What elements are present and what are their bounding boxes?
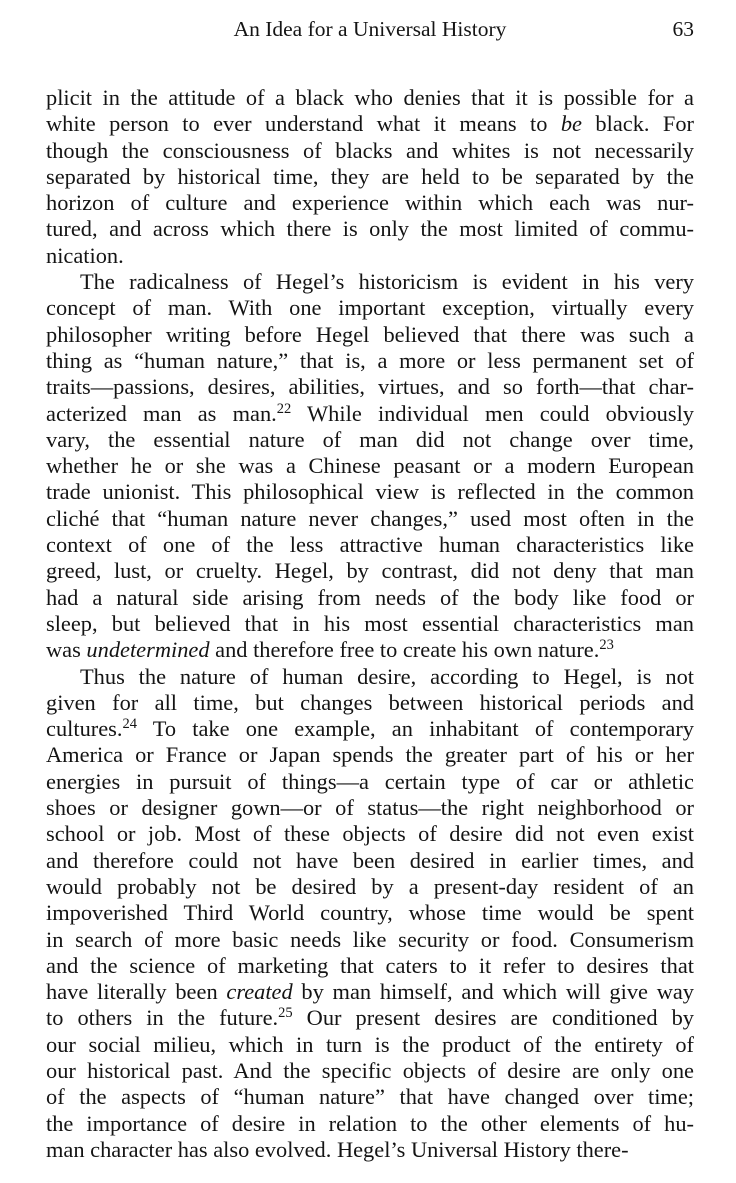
text-run: impoverished Third World country, whose time would be spent [46,900,694,926]
text-line [46,1005,694,1031]
text-run: have literally been [46,979,227,1005]
text-run: white person to ever understand what it means to [46,111,561,137]
text-run: trade unionist. This philosophical view is reflected in the common [46,479,694,505]
footnote-ref: 22 [276,400,292,417]
text-line [46,558,694,584]
text-run: tured, and across which there is only the most limited of commu- [46,216,694,242]
text-run: though the consciousness of blacks and whites is not necessarily [46,137,694,163]
text-line [46,401,694,427]
text-run: context of one of the less attractive human characteristics like [46,532,694,558]
text-line [46,690,694,716]
text-run: Thus the nature of human desire, according to Hegel, is not [80,663,694,689]
paragraph [46,664,694,1164]
text-line [46,848,694,874]
body-text [46,85,694,1163]
text-line [46,138,694,164]
footnote-ref: 23 [599,637,614,654]
text-run: traits—passions, desires, abilities, virtues, and so forth—that char- [46,374,694,400]
text-line [46,243,694,269]
text-run: our historical past. And the specific objects of desire are only one [46,1057,694,1083]
text-line [46,637,694,663]
text-run: was [46,637,87,663]
text-run: would probably not be desired by a present-day resident of an [46,873,694,899]
text-line [46,506,694,532]
text-run: Our present desires are conditioned by [292,1005,694,1031]
text-line [46,532,694,558]
text-run: and the science of marketing that caters to it refer to desires that [46,952,694,978]
text-line [46,874,694,900]
paragraph [46,85,694,269]
text-run: separated by historical time, they are held to be separated by the [46,163,694,189]
text-line [46,1058,694,1084]
text-run: thing as “human nature,” that is, a more or less permanent set of [46,347,694,373]
text-run: concept of man. With one important exception, virtually every [46,295,694,321]
text-line [46,348,694,374]
text-line [46,295,694,321]
text-run: To take one example, an inhabitant of contemporary [136,716,694,742]
text-line [46,322,694,348]
text-line [46,795,694,821]
text-line [46,427,694,453]
text-run: acterized man as man. [46,400,277,426]
text-line [46,716,694,742]
text-line [46,190,694,216]
text-run: plicit in the attitude of a black who denies that it is possible for a [46,85,694,110]
italic-text: created [226,979,293,1005]
text-line [46,479,694,505]
text-line [46,1111,694,1137]
text-run: our social milieu, which in turn is the product of the entirety of [46,1031,694,1057]
text-run: and therefore could not have been desired in earlier times, and [46,847,694,873]
text-line [46,216,694,242]
text-run: sleep, but believed that in his most essential characteristics man [46,610,694,636]
text-run: vary, the essential nature of man did not change over time, [46,426,694,452]
text-line [46,664,694,690]
text-run: and therefore free to create his own nature. [209,637,600,663]
text-run: to others in the future. [46,1005,279,1031]
text-line [46,111,694,137]
text-run: nication. [46,242,124,268]
text-run: The radicalness of Hegel’s historicism is evident in his very [80,269,694,295]
running-head [46,12,694,46]
text-run: While individual men could obviously [291,400,694,426]
text-line [46,769,694,795]
text-run: energies in pursuit of things—a certain type of car or athletic [46,768,694,794]
text-run: America or France or Japan spends the greater part of his or her [46,742,694,768]
text-run: man character has also evolved. Hegel’s Universal History there- [46,1136,629,1162]
text-line [46,953,694,979]
paragraph [46,269,694,663]
text-run: by man himself, and which will give way [292,979,694,1005]
text-line [46,979,694,1005]
text-line [46,269,694,295]
text-run: had a natural side arising from needs of the body like food or [46,584,694,610]
text-run: school or job. Most of these objects of desire did not even exist [46,821,694,847]
running-title: An Idea for a Universal History [233,17,507,41]
text-run: given for all time, but changes between historical periods and [46,689,694,715]
text-run: of the aspects of “human nature” that have changed over time; [46,1084,694,1110]
text-line [46,585,694,611]
text-run: whether he or she was a Chinese peasant or a modern European [46,453,694,479]
page-number: 63 [672,17,694,41]
italic-text: be [560,111,582,137]
text-line [46,900,694,926]
text-line [46,374,694,400]
text-line [46,1137,694,1163]
text-run: horizon of culture and experience within which each was nur- [46,190,694,216]
text-line [46,85,694,111]
text-run: in search of more basic needs like security or food. Consumerism [46,926,694,952]
text-run: cultures. [46,716,123,742]
text-run: cliché that “human nature never changes,” used most often in the [46,505,694,531]
text-line [46,742,694,768]
text-line [46,927,694,953]
text-run: the importance of desire in relation to the other elements of hu- [46,1110,694,1136]
text-run: black. For [582,111,694,137]
text-line [46,821,694,847]
text-run: philosopher writing before Hegel believed that there was such a [46,321,694,347]
italic-text: undetermined [86,637,210,663]
text-line [46,611,694,637]
footnote-ref: 24 [122,716,137,733]
text-run: shoes or designer gown—or of status—the right neighborhood or [46,795,694,821]
footnote-ref: 25 [278,1005,293,1022]
text-line [46,1032,694,1058]
text-line [46,164,694,190]
text-run: greed, lust, or cruelty. Hegel, by contrast, did not deny that man [46,558,694,584]
text-line [46,453,694,479]
text-line [46,1084,694,1110]
